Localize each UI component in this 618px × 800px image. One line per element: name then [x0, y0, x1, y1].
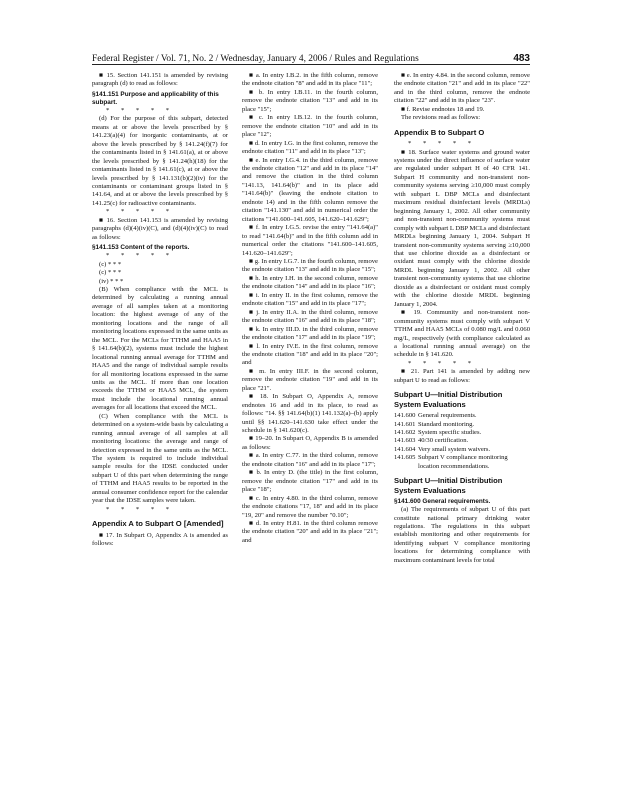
amendment-item: ■ k. In entry III.D. in the third column, remove the endnote citation "17" and add in its place "19";: [242, 325, 378, 342]
amendment-item: ■ b. In entry D. (the title) in the first column, remove the endnote citation "17" and add in its place "18";: [242, 469, 378, 494]
column-middle: [242, 72, 378, 754]
amendment-paragraph: ■ 15. Section 141.151 is amended by revising paragraph (d) to read as follows:: [92, 72, 228, 88]
section-heading: §141.600 General requirements.: [394, 498, 491, 506]
toc-text: 40/30 certification.: [418, 437, 469, 445]
toc-number: 141.601: [394, 420, 416, 428]
amendment-item: ■ d. In entry I.G. in the first column, remove the endnote citation "11" and add in its place "13";: [242, 139, 378, 156]
toc-text: Standard monitoring.: [418, 420, 475, 428]
omission-stars: * * * * *: [106, 252, 175, 260]
amendment-item: ■ a. In entry I.B.2. in the fifth column, remove the endnote citation "8" and add in its place "11";: [242, 72, 378, 88]
section-heading: §141.153 Content of the reports.: [92, 244, 190, 252]
toc-row: [394, 412, 530, 420]
column-right: [394, 72, 530, 754]
body-paragraph: (B) When compliance with the MCL is determined by calculating a running annual average of all samples taken at a monitoring location: the highest average of any of the monitoring locations and the range of all monitoring locations expressed in the same units as the MCL. For the MCLs for TTHM and HAA5 in § 141.64(b)(2), systems must include the highest locational running annual average for TTHM and HAA5 and the range of individual sample results for all monitoring locations expressed in the same units as the MCL. If more than one location exceeds the TTHM or HAA5 MCL, the system must include the locational running annual averages for all locations that exceed the MCL.: [92, 285, 228, 412]
amendment-item: ■ m. In entry III.F. in the second column, remove the endnote citation "19" and add in its place "21".: [242, 367, 378, 392]
omission-stars: * * * * *: [408, 359, 477, 367]
amendment-item: ■ f. In entry I.G.5. revise the entry "141.64(a)" to read "141.64(b)" and in the fifth column add in numerical order the citations "141.600–141.605, 141.620–141.629";: [242, 224, 378, 257]
toc-text: Very small system waivers.: [418, 445, 491, 453]
toc-text: Subpart V compliance monitoring location recommendations.: [418, 454, 508, 470]
table-of-sections: [394, 412, 530, 471]
toc-text: General requirements.: [418, 412, 477, 420]
subparagraph-marker: (iv) * * *: [99, 277, 124, 285]
toc-number: 141.603: [394, 437, 416, 445]
omission-stars: * * * * *: [106, 106, 175, 114]
section-heading: §141.151 Purpose and applicability of this subpart.: [92, 90, 219, 106]
endnote-paragraph: ■ 19. Community and non-transient non-community systems must comply with subpart V TTHM and HAA5 MCLs of 0.080 mg/L and 0.060 mg/L, respectively (with compliance calculated as a locational running annual average) on the schedule in § 141.620.: [394, 309, 530, 359]
omission-stars: * * * * *: [106, 505, 175, 513]
amendment-item: ■ f. Revise endnotes 18 and 19.: [401, 105, 485, 113]
running-title: Federal Register / Vol. 71, No. 2 / Wednesday, January 4, 2006 / Rules and Regulations: [92, 54, 419, 64]
appendix-heading: Appendix A to Subpart O [Amended]: [92, 519, 224, 529]
amendment-item: ■ 18. In Subpart O, Appendix A, remove endnotes 16 and add in its place, to read as follows: "14. §§ 141.64(b)(1) 141.132(a)–(b) apply until §§ 141.620–141.630 take effect under the schedule in § 141.620(c).: [242, 393, 378, 435]
toc-number: 141.604: [394, 445, 416, 453]
column-left: [92, 72, 228, 754]
toc-number: 141.600: [394, 412, 416, 420]
omission-stars: * * * * *: [408, 140, 477, 148]
amendment-item: ■ j. In entry II.A. in the third column, remove the endnote citation "16" and add in its place "18";: [242, 308, 378, 325]
amendment-item: ■ i. In entry II. in the first column, remove the endnote citation "15" and add in its place "17";: [242, 291, 378, 308]
amendment-item: ■ l. In entry IV.E. in the first column, remove the endnote citation "18" and add in its place "20"; and: [242, 342, 378, 367]
amendment-item: ■ h. In entry I.H. in the second column, remove the endnote citation "14" and add in its place "16";: [242, 274, 378, 291]
subpart-heading: Subpart U—Initial Distribution System Evaluations: [394, 390, 503, 409]
amendment-paragraph: ■ 16. Section 141.153 is amended by revising paragraphs (d)(4)(iv)(C), and (d)(4)(iv)(C) to read as follows:: [92, 216, 228, 241]
amendment-paragraph: ■ 21. Part 141 is amended by adding new subpart U to read as follows:: [394, 368, 530, 384]
omission-stars: * * * * *: [106, 208, 175, 216]
amendment-item: ■ g. In entry I.G.7. in the fourth column, remove the endnote citation "13" and add in its place "15";: [242, 257, 378, 274]
amendment-item: ■ e. In entry I.G.4. in the third column, remove the endnote citation "12" and add in its place "14" and remove the citation in the third column "141.13, 141.64(b)" and in its place add "141.64(b)" (leaving the endnote citation to endnote 14) and in the fifth column remove the citation "141.130" and add in numerical order the citations "141.600–141.605, 141.620–141.629";: [242, 156, 378, 223]
amendment-paragraph: ■ 17. In Subpart O, Appendix A is amended as follows:: [92, 531, 228, 548]
toc-row: [394, 446, 530, 454]
subpart-heading: Subpart U—Initial Distribution System Evaluations: [394, 476, 503, 495]
body-paragraph: (C) When compliance with the MCL is determined on a system-wide basis by calculating a running annual average of all samples at all monitoring locations: the average and range of detection expressed in the same units as the MCL. The system is required to include individual sample results for the IDSE conducted under subpart U of this part when determining the range of TTHM and HAA5 results to be reported in the annual consumer confidence report for the calendar year that the IDSE samples were taken.: [92, 412, 228, 505]
amendment-item: ■ 19–20. In Subpart O, Appendix B is amended as follows:: [242, 435, 378, 451]
appendix-heading: Appendix B to Subpart O: [394, 127, 485, 137]
toc-row: [394, 429, 530, 437]
amendment-item: ■ c. In entry I.B.12. in the fourth column, remove the endnote citation "10" and add in its place "12";: [242, 114, 378, 139]
amendment-item: ■ b. In entry I.B.11. in the fourth column, remove the endnote citation "13" and add in its place "15";: [242, 88, 378, 113]
page-header: [92, 50, 530, 65]
amendment-item: ■ a. In entry C.77. in the third column, remove the endnote citation "16" and add in its place "17";: [242, 452, 378, 468]
amendment-item: ■ e. In entry 4.84. in the second column, remove the endnote citation "21" and add in its place "22" and in the third column, remove the endnote citation "22" and add in its place "23".: [394, 72, 530, 105]
subparagraph-marker: (c) * * *: [99, 260, 122, 268]
toc-row: [394, 437, 530, 445]
toc-row: [394, 454, 530, 471]
amendment-item: ■ c. In entry 4.80. in the third column, remove the endnote citations "17, 18" and add in its place "19, 20" and remove the number "0.10";: [242, 494, 378, 519]
body-paragraph: The revisions read as follows:: [401, 114, 481, 122]
toc-number: 141.605: [394, 454, 416, 462]
subparagraph-marker: (c) * * *: [99, 269, 122, 277]
amendment-item: ■ d. In entry H.81. in the third column remove the endnote citation "20" and add in its place "21"; and: [242, 520, 378, 544]
toc-row: [394, 421, 530, 429]
page-number: 483: [513, 53, 530, 64]
endnote-paragraph: ■ 18. Surface water systems and ground water systems under the direct influence of surface water are regulated under subpart H of 40 CFR 141. Subpart H community and non-transient non-community systems serving ≥10,000 must comply with subpart L DBP MCLs and disinfectant maximum residual disinfectant levels (MRDLs) beginning January 1, 2002. All other community and non-transient non-community systems must comply with subpart L DBP MCLs and disinfectant MRDLs beginning January 1, 2004. Subpart H transient non-community systems serving ≥10,000 that use chlorine dioxide as a disinfectant or oxidant must comply with the chlorine dioxide MRDL beginning January 1, 2002. All other transient non-community systems that use chlorine dioxide as a disinfectant or oxidant must comply with the chlorine dioxide MRDL beginning January 1, 2004.: [394, 148, 530, 308]
toc-text: System specific studies.: [418, 428, 482, 436]
body-paragraph: (a) The requirements of subpart U of this part constitute national primary drinking water regulations. The regulations in this subpart establish monitoring and other requirements for identifying subpart V compliance monitoring locations for determining compliance with maximum contaminant levels for total: [394, 506, 530, 564]
body-paragraph: (d) For the purpose of this subpart, detected means at or above the levels prescribed by § 141.23(a)(4) for inorganic contaminants, at or above the levels prescribed by § 141.24(f)(7) for the contaminants listed in § 141.61(a), at or above the levels prescribed by § 141.24(h)(18) for the contaminants listed in § 141.61(c), at or above the levels prescribed by § 141.131(b)(2)(iv) for the contaminants or contaminant groups listed in § 141.64, and at or above the levels prescribed by § 141.25(c) for radioactive contaminants.: [92, 115, 228, 207]
toc-number: 141.602: [394, 428, 416, 436]
